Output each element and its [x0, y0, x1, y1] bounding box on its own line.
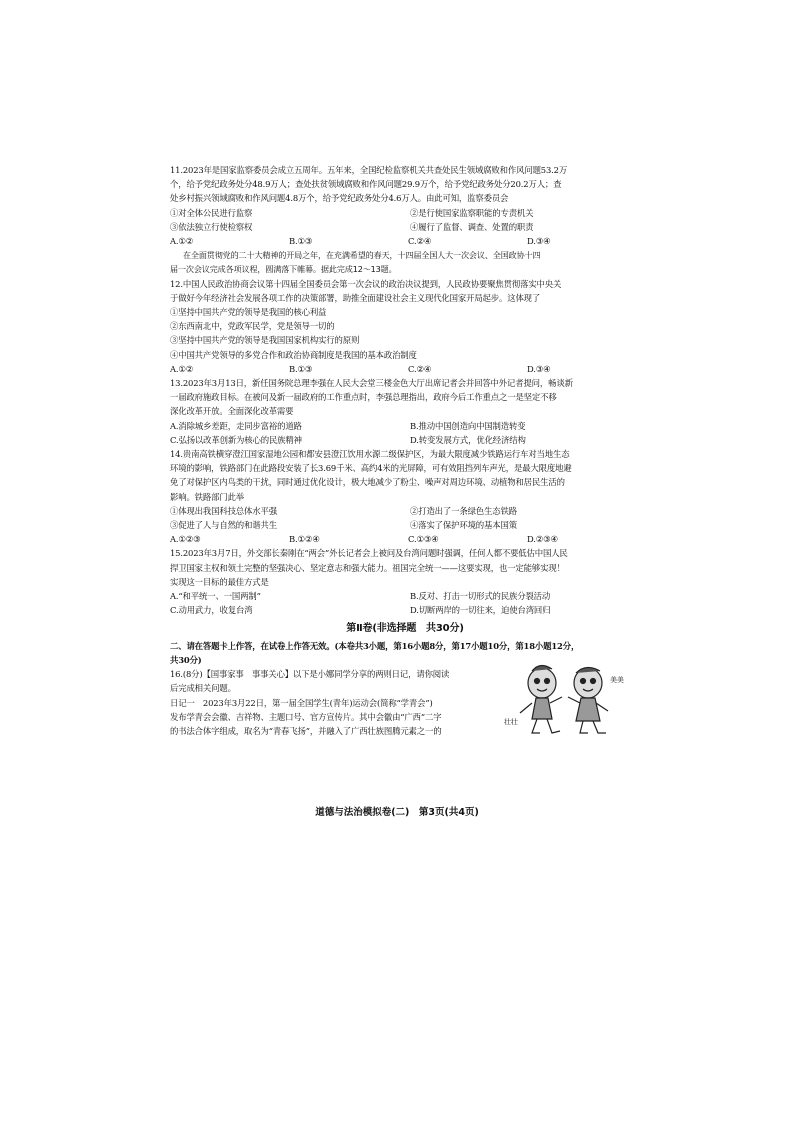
q11-statement-4: ④履行了监督、调查、处置的职责	[410, 221, 534, 232]
q15-stem-line: 15.2023年3月7日，外交部长秦刚在“两会”外长记者会上被问及台湾问题时强调，任何人都不要低估中国人民	[170, 548, 568, 559]
question-11	[170, 163, 640, 248]
q12-statement-2: ②东西南北中，党政军民学，党是领导一切的	[170, 321, 335, 332]
q12-statement-3: ③坚持中国共产党的领导是我国国家机构实行的原则	[170, 335, 360, 346]
q13-option-b: B.推动中国创造向中国制造转变	[410, 420, 526, 431]
q11-statement-3: ③依法独立行使检察权	[170, 221, 253, 232]
mascot-left-figure	[520, 666, 562, 734]
q16-diary-line: 的书法合体字组成，取名为“青春飞扬”，并融入了广西壮族图腾元素之一的	[170, 725, 442, 736]
q14-statement-3: ③促进了人与自然的和谐共生	[170, 520, 277, 531]
q14-option-d: D.②③④	[527, 534, 558, 545]
q15-option-b: B.反对、打击一切形式的民族分裂活动	[410, 591, 551, 602]
q11-option-a: A.①②	[170, 236, 194, 247]
intro-line: 在全面贯彻党的二十大精神的开局之年，在充满希望的春天，十四届全国人大一次会议、全国政协十四	[182, 250, 541, 261]
q12-stem-line: 于做好今年经济社会发展各项工作的决策部署，助推全面建设社会主义现代化国家开局起步。这体现了	[170, 292, 541, 303]
q15-option-a: A.“和平统一、一国两制”	[170, 591, 261, 602]
q12-statement-1: ①坚持中国共产党的领导是我国的核心利益	[170, 307, 327, 318]
q15-option-d: D.切断两岸的一切往来，迫使台湾回归	[410, 605, 551, 616]
q13-option-d: D.转变发展方式，优化经济结构	[410, 434, 526, 445]
q14-options	[170, 532, 640, 546]
q11-statement-1: ①对全体公民进行监察	[170, 207, 253, 218]
q14-stem-line: 环境的影响，铁路部门在此路段安装了长3.69千米、高约4米的光屏障，可有效阻挡列车声光，是最大限度地避	[170, 463, 572, 474]
section-2-instructions: 二、请在答题卡上作答，在试卷上作答无效。(本卷共3小题，第16小题8分，第17小题10分，第18小题12分，	[170, 640, 580, 651]
q11-options	[170, 234, 640, 248]
q14-option-b: B.①②④	[289, 534, 320, 545]
q11-option-d: D.③④	[527, 236, 551, 247]
q11-statements	[170, 206, 640, 234]
q12-option-c: C.②④	[408, 363, 432, 374]
intro-line: 届一次会议完成各项议程，圆满落下帷幕。据此完成12～13题。	[170, 264, 397, 275]
q15-stem-line: 实现这一目标的最佳方式是	[170, 576, 269, 587]
q11-statement-2: ②是行使国家监察职能的专责机关	[410, 207, 534, 218]
q14-option-a: A.①②③	[170, 534, 201, 545]
q16-text	[170, 667, 510, 747]
q14-statements	[170, 504, 640, 532]
q12-option-d: D.③④	[527, 363, 551, 374]
mascot-right-figure	[568, 668, 608, 734]
q15-option-c: C.动用武力，收复台湾	[170, 605, 253, 616]
question-13	[170, 376, 640, 447]
q12-statement-4: ④中国共产党领导的多党合作和政治协商制度是我国的基本政治制度	[170, 349, 417, 360]
q15-options	[170, 589, 640, 617]
q14-statement-1: ①体现出我国科技总体水平强	[170, 505, 277, 516]
q11-stem-line: 处乡村振兴领域腐败和作风问题4.8万个，给予党纪政务处分4.6万人。由此可知，监察委员会	[170, 193, 509, 204]
q13-stem-line: 深化改革开放。全面深化改革需要	[170, 406, 294, 417]
question-12	[170, 277, 640, 376]
section-2-instructions: 共30分)	[170, 654, 202, 665]
q13-option-c: C.弘扬以改革创新为核心的民族精神	[170, 434, 302, 445]
question-15	[170, 546, 640, 617]
q11-option-b: B.①③	[289, 236, 313, 247]
q14-statement-4: ④落实了保护环境的基本国策	[410, 520, 517, 531]
q13-option-a: A.消除城乡差距，走同步富裕的道路	[170, 420, 302, 431]
q12-option-b: B.①③	[289, 363, 313, 374]
q13-options	[170, 419, 640, 447]
question-16	[170, 667, 640, 747]
q14-statement-2: ②打造出了一条绿色生态铁路	[410, 505, 517, 516]
mascot-left-label: 壮壮	[504, 718, 518, 727]
q12-stem-line: 12.中国人民政治协商会议第十四届全国委员会第一次会议的政治决议提到，人民政协要聚焦贯彻落实中央关	[170, 278, 562, 289]
q12-option-a: A.①②	[170, 363, 194, 374]
q13-stem-line: 13.2023年3月13日，新任国务院总理李强在人民大会堂三楼金色大厅出席记者会并回答中外记者提问，畅谈新	[170, 378, 573, 389]
q16-stem-line: 16.(8分)【国事家事 事事关心】以下是小娜同学分享的两则日记，请你阅读	[170, 669, 450, 680]
exam-page	[170, 163, 640, 747]
q13-stem-line: 一届政府施政目标。在被问及新一届政府的工作重点时，李强总理指出，政府今后工作重点之一是坚定不移	[170, 392, 557, 403]
q16-diary-line: 日记一 2023年3月22日，第一届全国学生(青年)运动会(简称“学青会”)	[170, 697, 433, 708]
mascot-right-label: 美美	[610, 676, 624, 685]
page-footer: 道德与法治模拟卷(二) 第3页(共4页)	[315, 807, 479, 818]
mascot-illustration	[504, 667, 640, 747]
q14-stem-line: 14.贵南高铁横穿澄江国家湿地公园和都安县澄江饮用水源二级保护区，为最大限度减少铁路运行车对当地生态	[170, 449, 570, 460]
intro-12-13	[170, 248, 640, 276]
q16-stem-line: 后完成相关问题。	[170, 683, 236, 694]
q14-option-c: C.①③④	[408, 534, 439, 545]
question-14	[170, 447, 640, 546]
q14-stem-line: 免了对保护区内鸟类的干扰，同时通过优化设计，极大地减少了粉尘、噪声对周边环境、动植物和居民生活的	[170, 477, 565, 488]
q11-stem-line: 个，给予党纪政务处分48.9万人；查处扶贫领域腐败和作风问题29.9万个，给予党纪政务处分20.2万人；查	[170, 179, 562, 190]
q15-stem-line: 捍卫国家主权和领土完整的坚强决心、坚定意志和强大能力。祖国完全统一——这要实现，也一定能够实现！	[170, 562, 565, 573]
section-2-title: 第Ⅱ卷(非选择题 共30分)	[346, 622, 464, 634]
q12-options	[170, 362, 640, 376]
q16-diary-line: 发布学青会会徽、吉祥物、主题口号、官方宣传片。其中会徽由“广西”二字	[170, 711, 442, 722]
q11-stem-line: 11.2023年是国家监察委员会成立五周年。五年来，全国纪检监察机关共查处民生领域腐败和作风问题53.2万	[170, 165, 568, 175]
q11-option-c: C.②④	[408, 236, 432, 247]
q14-stem-line: 影响。铁路部门此举	[170, 491, 245, 502]
